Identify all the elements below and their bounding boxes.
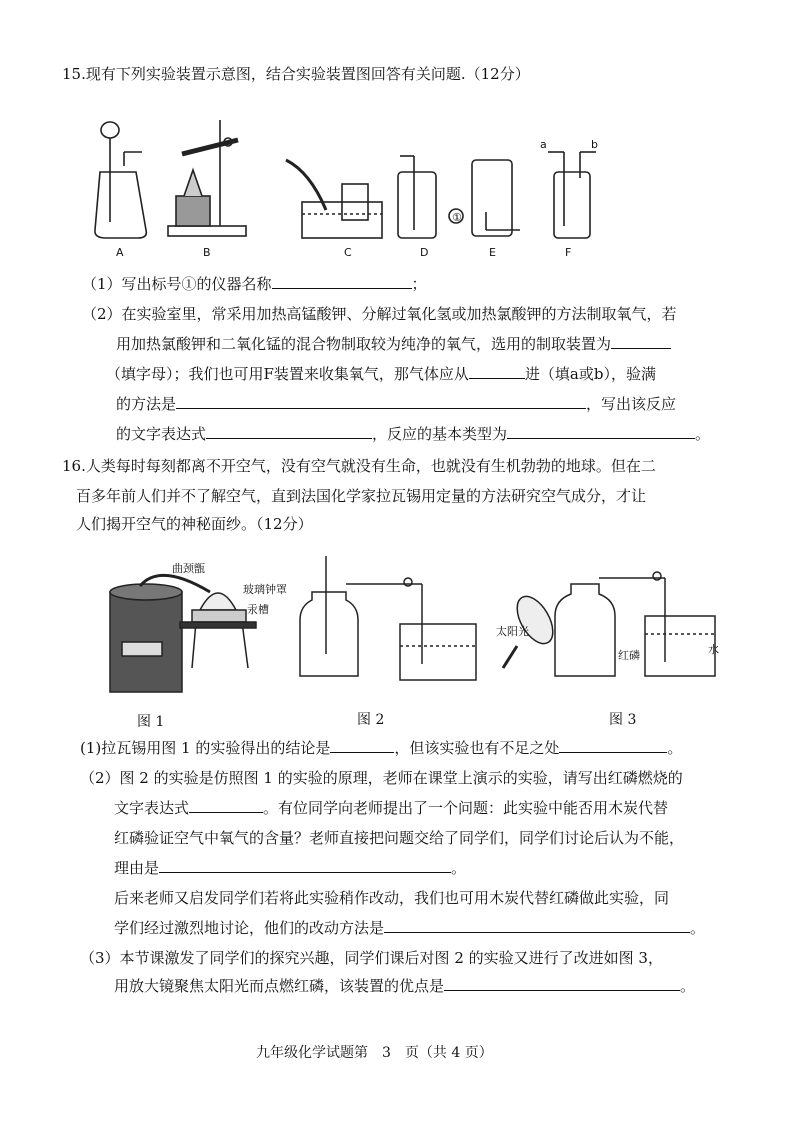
fig3-label-water: 水: [708, 643, 719, 656]
apparatus-label-e: E: [489, 246, 496, 259]
q16-p2-line2b: 。有位同学向老师提出了一个问题：此实验中能否用木炭代替: [263, 799, 669, 817]
q15-p2-line5b: ，反应的基本类型为: [372, 425, 508, 443]
figure-1-mercury-trough: [192, 610, 246, 622]
q16-p1-shortcoming-blank[interactable]: [559, 738, 667, 753]
port-b-label: b: [591, 138, 598, 151]
q16-p1a: (1)拉瓦锡用图 1 的实验得出的结论是: [80, 739, 331, 757]
q15-p2-line2-text: 用加热氯酸钾和二氧化锰的混合物制取较为纯净的氧气，选用的制取装置为: [116, 335, 612, 353]
q15-p2-line3b: 进（填a或b），验满: [524, 365, 656, 383]
q16-p2-modification-blank[interactable]: [384, 918, 690, 933]
q16-p2-line4: [114, 858, 466, 878]
apparatus-f-bottle: [554, 172, 590, 238]
q16-p1b: ，但该实验也有不足之处: [394, 739, 560, 757]
q16-p2-reason-blank[interactable]: [159, 858, 451, 873]
q16-p2-line5: 后来老师又启发同学们若将此实验稍作改动，我们也可用木炭代替红磷做此实验，同: [114, 889, 670, 907]
q16-p3-line1: （3）本节课激发了同学们的探究兴趣，同学们课后对图 2 的实验又进行了改进如图 3，: [80, 949, 663, 967]
q16-p2-line4b: 。: [451, 859, 467, 877]
apparatus-d-bottle: [398, 172, 436, 238]
fig3-label-sunlight: 太阳光: [496, 625, 529, 638]
apparatus-label-f: F: [565, 246, 572, 259]
q15-p2-reaction-type-blank[interactable]: [507, 424, 695, 439]
apparatus-label-a: A: [116, 246, 124, 259]
q15-p2-line4a: 的方法是: [116, 395, 177, 413]
q16-p2-line6a: 学们经过激烈地讨论，他们的改动方法是: [114, 919, 385, 937]
q15-p2-line5c: 。: [695, 425, 711, 443]
q15-p2-port-blank[interactable]: [469, 364, 525, 379]
figure-3-flask: [555, 584, 615, 676]
fig1-label-bell: 玻璃钟罩: [243, 583, 287, 596]
q15-p2-line5: [116, 424, 710, 444]
q15-p2-line3a: （填字母）；我们也可用F装置来收集氧气，那气体应从: [106, 365, 469, 383]
q16-p3-advantage-blank[interactable]: [444, 976, 680, 991]
port-a-label: a: [540, 138, 547, 151]
q16-p3-line2b: 。: [680, 977, 696, 995]
figure-3: [495, 556, 725, 686]
apparatus-a-flask: [95, 172, 146, 238]
q15-p2-apparatus-blank[interactable]: [611, 334, 671, 349]
q16-line3: 人们揭开空气的神秘面纱。（12分）: [76, 515, 313, 533]
q16-p2-line2: [114, 798, 668, 818]
q16-p2-line2a: 文字表达式: [114, 799, 190, 817]
q16-p3-line2a: 用放大镜聚焦太阳光而点燃红磷，该装置的优点是: [114, 977, 445, 995]
caption-figure-3: 图 3: [609, 712, 637, 728]
q16-p1c: 。: [667, 739, 683, 757]
q15-title: 15.现有下列实验装置示意图，结合实验装置图回答有关问题.（12分）: [62, 65, 530, 83]
q15-p2-line2: [116, 334, 671, 354]
q16-line1: 16.人类每时每刻都离不开空气，没有空气就没有生命，也就没有生机勃勃的地球。但在二: [62, 457, 656, 475]
q16-p2-line6b: 。: [690, 919, 706, 937]
apparatus-label-c: C: [344, 246, 352, 259]
q16-p2-line6: [114, 918, 705, 938]
q15-p2-line1: （2）在实验室里，常采用加热高锰酸钾、分解过氧化氢或加热氯酸钾的方法制取氧气，若: [82, 305, 677, 323]
fig3-label-phosphorus: 红磷: [618, 649, 640, 662]
q15-p1: [82, 274, 427, 294]
figure-2: [290, 556, 480, 686]
q16-p2-expression-blank[interactable]: [189, 798, 263, 813]
figure-1-glass-bell: [200, 593, 236, 610]
q15-apparatus-figure: [80, 112, 640, 262]
figure-1: [100, 556, 270, 706]
q15-p2-line4b: ，写出该反应: [586, 395, 677, 413]
q16-p2-line3: 红磷验证空气中氧气的含量？老师直接把问题交给了同学们，同学们讨论后认为不能，: [114, 829, 685, 847]
figure-3-beaker: [645, 616, 715, 676]
marker-circle-1: ①: [452, 211, 462, 224]
caption-figure-1: 图 1: [137, 714, 165, 730]
q16-p1: [80, 738, 682, 758]
apparatus-e-bottle: [472, 160, 512, 236]
q15-p1-blank[interactable]: [272, 274, 412, 289]
q16-p1-conclusion-blank[interactable]: [330, 738, 394, 753]
q15-p1-text: （1）写出标号①的仪器名称: [82, 275, 272, 293]
q16-p2-line4a: 理由是: [114, 859, 160, 877]
figure-3-magnifier: [510, 590, 560, 649]
q16-p2-line1: （2）图 2 的实验是仿照图 1 的实验的原理，老师在课堂上演示的实验，请写出红磷燃烧的: [80, 769, 683, 787]
q16-line2: 百多年前人们并不了解空气，直到法国化学家拉瓦锡用定量的方法研究空气成分，才让: [76, 487, 647, 505]
q15-p2-line3: [106, 364, 656, 384]
q16-p3-line2: [114, 976, 695, 996]
fig1-label-trough: 汞槽: [247, 603, 269, 616]
figure-2-beaker: [400, 624, 476, 680]
q15-p2-check-method-blank[interactable]: [176, 394, 586, 409]
q15-p2-line5a: 的文字表达式: [116, 425, 207, 443]
q15-p2-line4: [116, 394, 676, 414]
apparatus-b-stand-base: [168, 226, 246, 236]
q15-p2-expression-blank[interactable]: [206, 424, 372, 439]
page-footer: 九年级化学试题第 3 页（共 4 页）: [256, 1045, 493, 1061]
figure-2-flask: [300, 592, 358, 676]
apparatus-label-d: D: [420, 246, 429, 259]
fig1-label-retort: 曲颈甑: [172, 562, 205, 575]
apparatus-label-b: B: [203, 246, 211, 259]
caption-figure-2: 图 2: [357, 712, 385, 728]
q15-p1-end: ；: [411, 275, 427, 293]
